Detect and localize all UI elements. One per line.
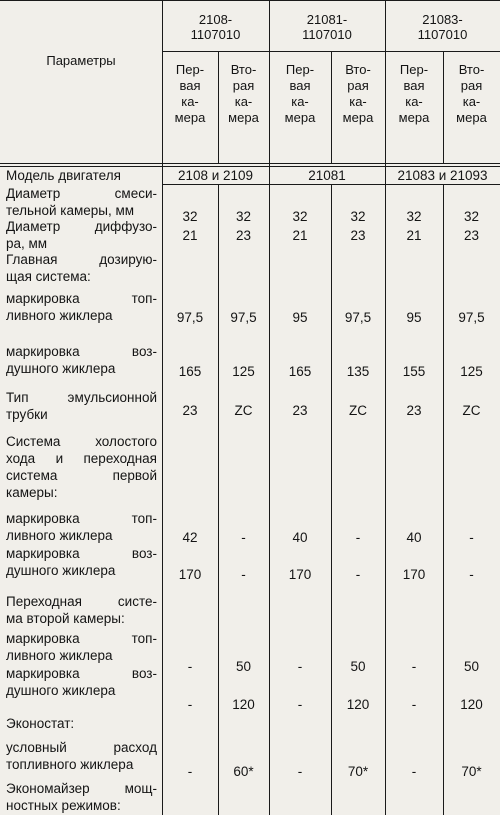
header-bottom-rule — [0, 163, 500, 164]
table-cell: 32 — [292, 209, 308, 224]
model-2108-2109: 2108 и 2109 — [177, 168, 254, 183]
row-label: Переходная систе- — [6, 594, 157, 609]
row-label: хода и переходная — [6, 451, 157, 466]
table-cell: - — [297, 697, 303, 712]
params-header: Параметры — [46, 53, 116, 68]
table-cell: 23 — [182, 403, 198, 418]
row-label: Диаметр смеси- — [6, 186, 157, 201]
table-top-border — [0, 0, 500, 1]
table-cell: 32 — [463, 209, 480, 224]
table-cell: 32 — [350, 209, 366, 224]
model-21081: 21081 — [308, 168, 346, 183]
table-cell: - — [411, 764, 417, 779]
table-cell: 32 — [182, 209, 198, 224]
row-label: топливного жиклера — [6, 757, 134, 772]
row-label: система первой — [6, 468, 157, 483]
header-bottom-rule — [0, 166, 500, 167]
table-cell: 50 — [463, 659, 480, 674]
table-cell: 97,5 — [458, 310, 485, 325]
model-21083-21093: 21083 и 21093 — [397, 168, 488, 183]
row-label: ливного жиклера — [6, 528, 113, 543]
row-label: Диаметр диффузо- — [6, 219, 157, 234]
table-cell: - — [241, 530, 246, 545]
table-cell: 23 — [463, 228, 480, 243]
table-cell: 42 — [182, 530, 198, 545]
grid-line — [443, 184, 444, 815]
row-label: Эконостат: — [6, 716, 75, 731]
row-label: ма второй камеры: — [6, 611, 125, 626]
carburetor-parameters-table: Параметры 2108- 1107010 21081- 1107010 21083- 1107010 Пер- вая ка- мера Вто- рая ка- мера Пер- вая ка- мера Вто- рая ка- мера Пер- вая ка- мера Вто- рая ка- мера Модель двигателя 2108 и 2109 21081 21083 и 21093 Диаметр смеси- тельной камеры, мм 32 32 32 32 32 32 Диаметр диффузо- ра, мм 21 23 21 23 21 23 Главная дозирую- щая система: маркировка топ- ливного жиклера 97,5 97,5 95 97,5 95 97,5 маркировка воз- душного жиклера 165 125 165 135 155 125 Тип эмульсионной трубки 23 ZC 23 ZC 23 ZC Система холостого хода и переходная система первой камеры: маркировка топ- ливного жиклера 42 - 40 - 40 - маркировка воз- душного жиклера 170 - 170 - 170 - Переходная систе- ма второй камеры: маркировка топ- ливного жиклера - 50 - 50 - 50 маркировка воз- душного жиклера - 120 - 120 - 120 Эконостат: условный расход топливного жиклера - 60* - 70* - 70* Экономайзер мощ- ностных режимов: — [0, 0, 500, 815]
table-cell: - — [411, 659, 417, 674]
row-label: маркировка воз- — [6, 546, 157, 561]
table-cell: - — [187, 764, 193, 779]
table-cell: 135 — [346, 364, 370, 379]
table-cell: 50 — [235, 659, 252, 674]
table-cell: 95 — [292, 310, 308, 325]
grid-line — [331, 184, 332, 815]
row-label: ра, мм — [6, 236, 48, 251]
table-cell: 21 — [292, 228, 308, 243]
table-cell: 125 — [460, 364, 483, 379]
table-cell: 97,5 — [176, 310, 204, 325]
table-cell: - — [469, 530, 474, 545]
row-label: маркировка воз- — [6, 344, 157, 359]
row-label: Экономайзер мощ- — [6, 781, 157, 796]
table-cell: - — [355, 567, 361, 582]
table-cell: 32 — [235, 209, 252, 224]
row-label: трубки — [6, 407, 48, 422]
row-label: душного жиклера — [6, 683, 116, 698]
row-label: душного жиклера — [6, 361, 116, 376]
table-cell: 95 — [406, 310, 422, 325]
row-label: ливного жиклера — [6, 308, 113, 323]
table-cell: 170 — [178, 567, 202, 582]
row-label: Тип эмульсионной — [6, 390, 157, 405]
table-cell: 155 — [402, 364, 426, 379]
table-cell: 23 — [292, 403, 308, 418]
row-label: условный расход — [6, 740, 157, 755]
model-row-label: Модель двигателя — [6, 168, 121, 183]
group-header-divider — [162, 51, 500, 52]
table-cell: ZC — [349, 403, 367, 418]
row-label: Главная дозирую- — [6, 252, 157, 267]
table-cell: 70* — [461, 764, 482, 779]
table-cell: 23 — [235, 228, 252, 243]
table-cell: 40 — [292, 530, 308, 545]
table-cell: - — [241, 567, 246, 582]
table-cell: 165 — [178, 364, 202, 379]
table-cell: 23 — [406, 403, 422, 418]
table-cell: ZC — [234, 403, 253, 418]
row-label: душного жиклера — [6, 563, 116, 578]
model-row-divider — [162, 184, 500, 185]
row-label: ностных режимов: — [6, 798, 121, 813]
table-cell: - — [411, 697, 417, 712]
table-cell: 40 — [406, 530, 422, 545]
row-label: ливного жиклера — [6, 648, 113, 663]
table-cell: - — [297, 659, 303, 674]
table-cell: 60* — [233, 764, 254, 779]
row-label: камеры: — [6, 485, 58, 500]
grid-line — [218, 184, 219, 815]
row-label: маркировка топ- — [6, 631, 157, 646]
table-cell: 120 — [232, 697, 255, 712]
table-cell: 32 — [406, 209, 422, 224]
table-cell: 21 — [182, 228, 198, 243]
row-label: щая система: — [6, 269, 91, 284]
table-cell: - — [297, 764, 303, 779]
row-label: маркировка воз- — [6, 666, 157, 681]
table-cell: - — [187, 697, 193, 712]
row-label: маркировка топ- — [6, 511, 157, 526]
table-cell: - — [355, 530, 361, 545]
table-cell: 50 — [350, 659, 366, 674]
table-cell: 21 — [406, 228, 422, 243]
row-label: Система холостого — [6, 434, 157, 449]
table-cell: 170 — [402, 567, 426, 582]
table-cell: 120 — [346, 697, 370, 712]
table-cell: - — [187, 659, 193, 674]
table-cell: 70* — [347, 764, 369, 779]
table-cell: - — [469, 567, 474, 582]
row-label: маркировка топ- — [6, 291, 157, 306]
table-cell: 97,5 — [230, 310, 257, 325]
table-cell: 97,5 — [344, 310, 372, 325]
table-cell: 23 — [350, 228, 366, 243]
table-cell: 170 — [288, 567, 312, 582]
table-cell: 165 — [288, 364, 312, 379]
row-label: тельной камеры, мм — [6, 203, 135, 218]
table-cell: ZC — [462, 403, 481, 418]
table-cell: 125 — [232, 364, 255, 379]
table-cell: 120 — [460, 697, 483, 712]
